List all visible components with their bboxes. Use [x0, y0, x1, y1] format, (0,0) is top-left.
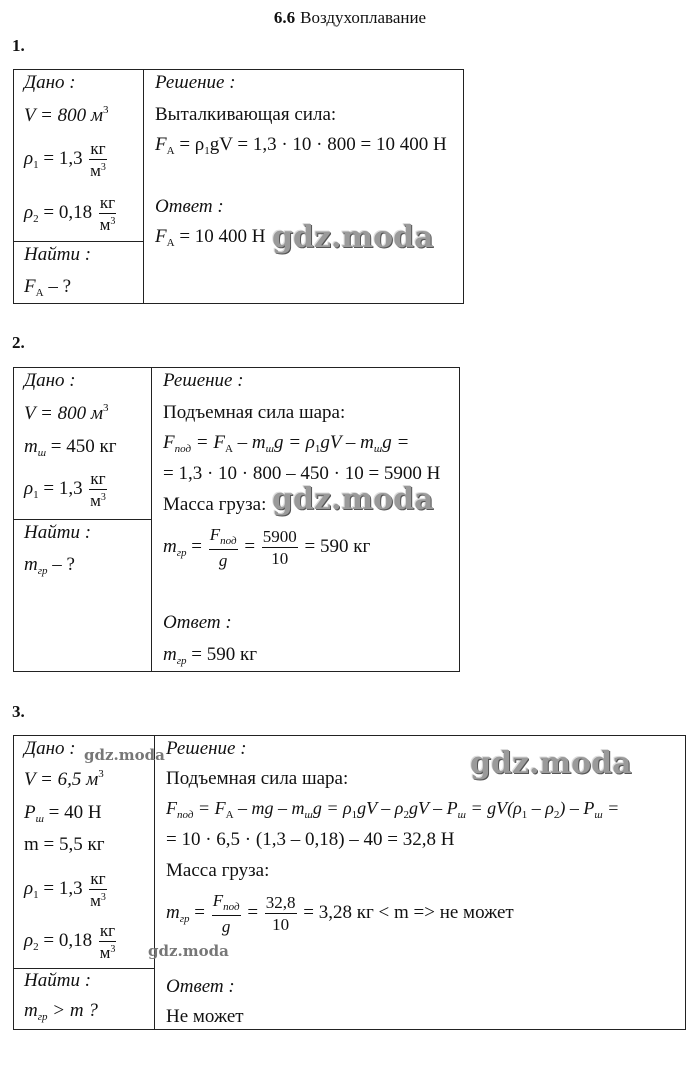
unit-fraction: $\frac{кг}{м^3}$ [99, 921, 116, 962]
solution-label: Решение : [155, 72, 236, 93]
unit-fraction: $\frac{кг}{м^3}$ [90, 139, 106, 180]
section-title-text: Воздухоплавание [300, 8, 427, 27]
given-density-1: $\rho_1 = 1,3$ $\frac{кг}{м^3}$ [24, 869, 106, 910]
problem-3-number: 3. [12, 702, 25, 721]
solution-formula: $F_{под} = F_A$ – mg – $m_шg = \rho_1gV - \rho_2gV - P_ш = gV(\rho_1 - \rho_2) - P_ш$ = [166, 798, 620, 821]
watermark: gdz.moda [148, 942, 229, 960]
section-number: 6.6 [273, 8, 296, 27]
given-density-1: $\rho_1 = 1,3$ $\frac{кг}{м^3}$ [24, 139, 106, 180]
solution-line: Подъемная сила шара: [163, 402, 346, 423]
problem-2-table [13, 367, 460, 672]
find-label: Найти : [24, 970, 92, 991]
divider [14, 519, 152, 520]
answer-label: Ответ : [166, 976, 235, 997]
unit-fraction: $\frac{кг}{м^3}$ [90, 869, 106, 910]
problem-2-number: 2. [12, 333, 25, 352]
given-label: Дано : [24, 370, 76, 391]
unit-fraction: $\frac{кг}{м^3}$ [99, 193, 116, 234]
problem-1-number: 1. [12, 36, 25, 55]
solution-formula: $m_{гр}$ = $\frac{F_{под}}{g}$ = $\frac{32,8}{10}$ = 3,28 кг < m => не может [166, 891, 514, 936]
solution-line: Масса груза: [163, 494, 267, 515]
answer-value: $F_A = 10$ 400 Н [155, 226, 266, 249]
given-volume: V = 800 $м^3$ [24, 402, 109, 424]
watermark: gdz.moda [272, 220, 434, 255]
problem-1-table [13, 69, 464, 304]
given-mass: m = 5,5 кг [24, 834, 105, 855]
solution-line: Подъемная сила шара: [166, 768, 349, 789]
solution-label: Решение : [166, 738, 247, 759]
given-weight: $P_ш = 40$ Н [24, 802, 102, 825]
given-volume: V = 800 $м^3$ [24, 104, 109, 126]
find-value: $m_{гр}$ – ? [24, 554, 75, 577]
given-volume: V = 6,5 $м^3$ [24, 768, 104, 790]
divider [143, 70, 144, 303]
solution-formula: $m_{гр}$ = $\frac{F_{под}}{g}$ = $\frac{5900}{10}$ = 590 кг [163, 525, 371, 570]
watermark: gdz.moda [470, 746, 632, 781]
answer-label: Ответ : [163, 612, 232, 633]
solution-line: Выталкивающая сила: [155, 104, 337, 125]
find-value: $F_A$ – ? [24, 276, 71, 299]
given-label: Дано : [24, 72, 76, 93]
solution-line: = 1,3 · 10 · 800 – 450 · 10 = 5900 Н [163, 463, 441, 484]
divider [154, 736, 155, 1029]
section-title [0, 8, 700, 28]
given-density-1: $\rho_1 = 1,3$ $\frac{кг}{м^3}$ [24, 469, 106, 510]
given-label: Дано : [24, 738, 76, 759]
unit-fraction: $\frac{кг}{м^3}$ [90, 469, 106, 510]
find-label: Найти : [24, 244, 92, 265]
solution-line: = 10 · 6,5 · (1,3 – 0,18) – 40 = 32,8 Н [166, 829, 455, 850]
answer-value: Не может [166, 1006, 244, 1027]
divider [14, 968, 155, 969]
solution-line: Масса груза: [166, 860, 270, 881]
given-density-2: $\rho_2 = 0,18$ $\frac{кг}{м^3}$ [24, 193, 116, 234]
watermark: gdz.moda [272, 482, 434, 517]
answer-value: $m_{гр} = 590$ кг [163, 644, 258, 667]
solution-formula: $F_{под} = F_A - m_шg = \rho_1gV - m_шg$ = [163, 432, 410, 455]
solution-formula: $F_A = \rho_1gV = 1,3 \cdot 10 \cdot 800 = 10$ 400 Н [155, 134, 447, 157]
answer-label: Ответ : [155, 196, 224, 217]
find-value: $m_{гр} > m$ ? [24, 1000, 98, 1023]
solution-label: Решение : [163, 370, 244, 391]
find-label: Найти : [24, 522, 92, 543]
watermark: gdz.moda [84, 746, 165, 764]
given-mass: $m_ш = 450$ кг [24, 436, 117, 459]
given-density-2: $\rho_2 = 0,18$ $\frac{кг}{м^3}$ [24, 921, 116, 962]
divider [14, 241, 144, 242]
